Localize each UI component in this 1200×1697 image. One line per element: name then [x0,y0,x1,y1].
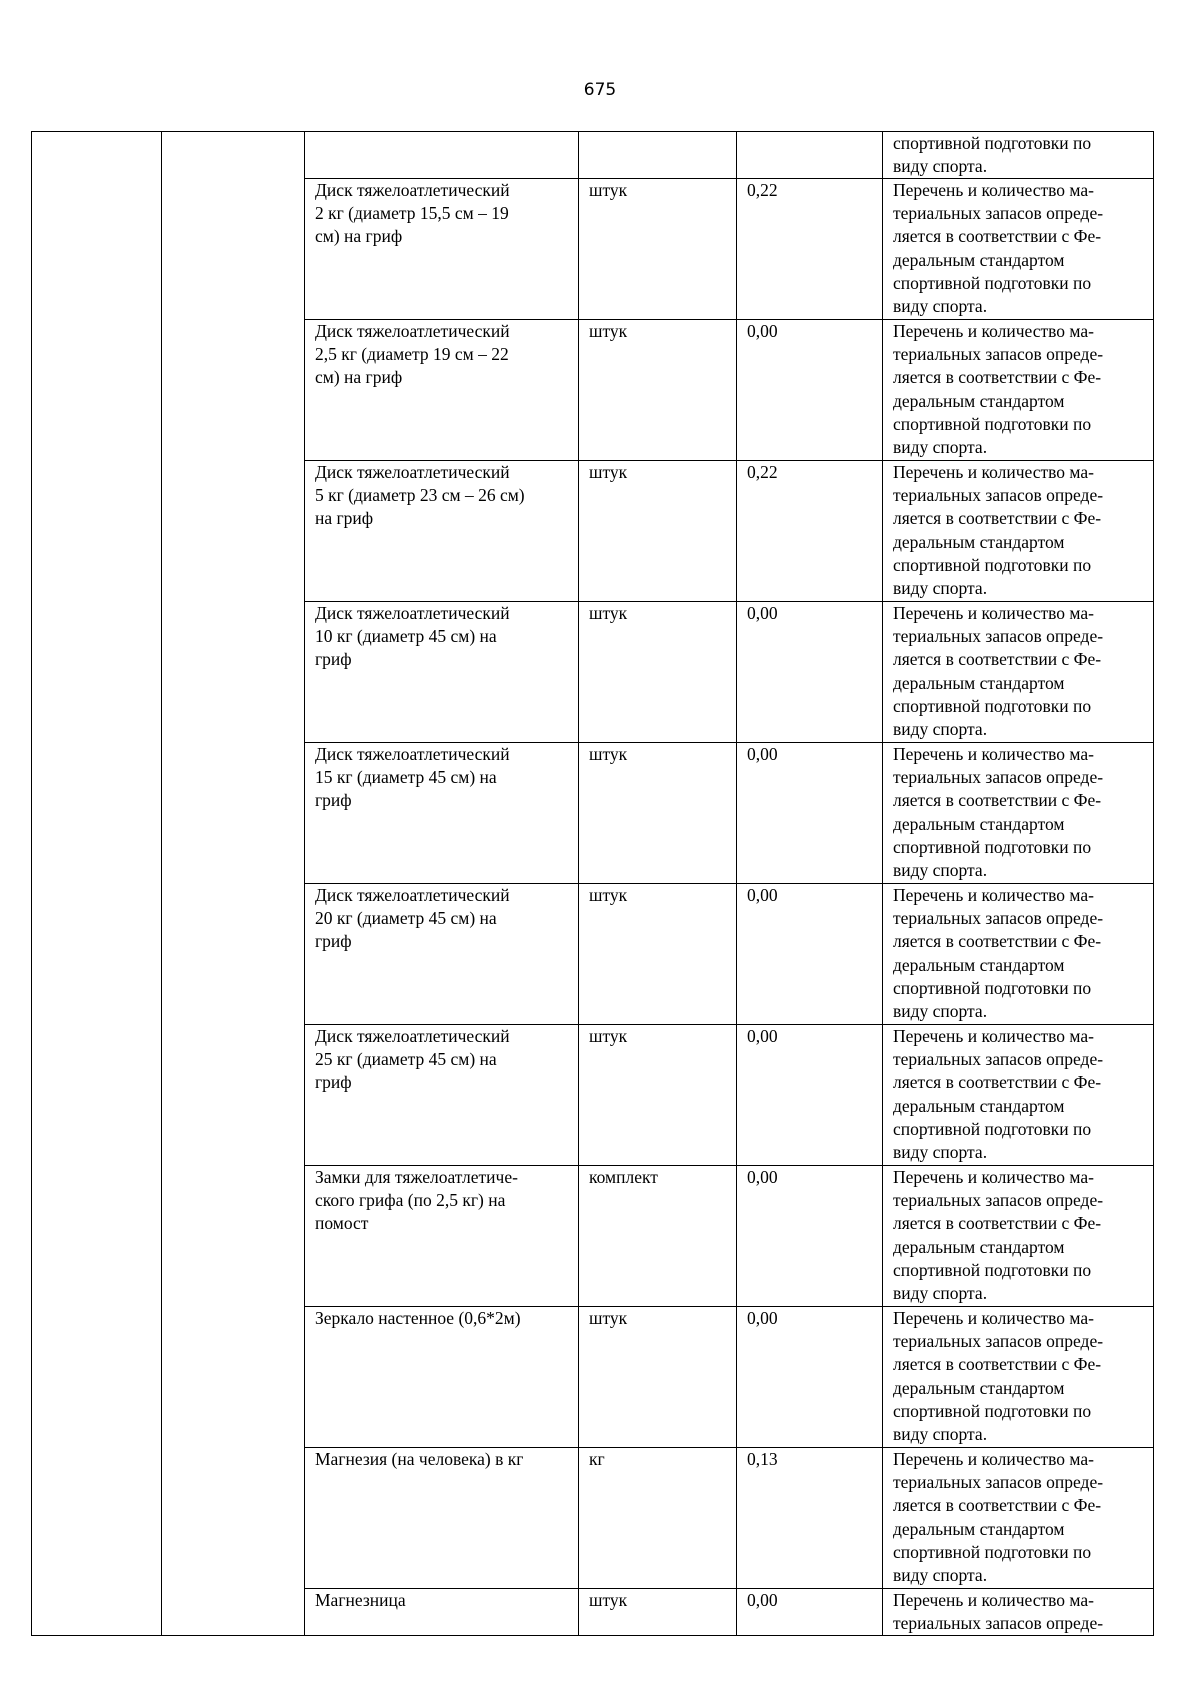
unit-cell: штук [579,743,737,884]
note-text: Перечень и количество ма- териальных запасов опреде- ляется в соответствии с Фе- деральным стандартом спортивной подготовки по виду спорта. [893,603,1104,740]
equipment-table [31,131,1154,1636]
note-text: Перечень и количество ма- териальных запасов опреде- ляется в соответствии с Фе- деральным стандартом спортивной подготовки по виду спорта. [893,1167,1104,1304]
unit-cell: штук [579,461,737,602]
merged-cell-col-1 [32,132,162,1636]
note-text: Перечень и количество ма- териальных запасов опреде- ляется в соответствии с Фе- деральным стандартом спортивной подготовки по виду спорта. [893,1026,1104,1163]
note-cell [883,320,1154,461]
unit-cell: штук [579,179,737,320]
item-name-cell: Диск тяжелоатлетический 2,5 кг (диаметр 19 см – 22 см) на гриф [305,320,579,461]
unit-cell: штук [579,1025,737,1166]
note-text: Перечень и количество ма- териальных запасов опреде- ляется в соответствии с Фе- деральным стандартом спортивной подготовки по виду спорта. [893,1449,1104,1586]
note-cell [883,602,1154,743]
item-name-cell: Замки для тяжелоатлетиче- ского грифа (по 2,5 кг) на помост [305,1166,579,1307]
quantity-cell: 0,22 [737,179,883,320]
note-cell [883,1307,1154,1448]
note-text: Перечень и количество ма- териальных запасов опреде- ляется в соответствии с Фе- деральным стандартом спортивной подготовки по виду спорта. [893,321,1104,458]
unit-cell: кг [579,1448,737,1589]
item-name-cell: Диск тяжелоатлетический 15 кг (диаметр 45 см) на гриф [305,743,579,884]
page-number: 675 [583,80,617,100]
note-text: Перечень и количество ма- териальных запасов опреде- ляется в соответствии с Фе- деральным стандартом спортивной подготовки по виду спорта. [893,1308,1104,1445]
note-text: Перечень и количество ма- териальных запасов опреде- ляется в соответствии с Фе- деральным стандартом спортивной подготовки по виду спорта. [893,885,1104,1022]
quantity-cell: 0,13 [737,1448,883,1589]
note-text: спортивной подготовки по виду спорта. [893,133,1092,177]
note-cell [883,132,1154,179]
note-text: Перечень и количество ма- териальных запасов опреде- [893,1590,1104,1634]
quantity-cell: 0,00 [737,1025,883,1166]
quantity-cell: 0,00 [737,884,883,1025]
empty-cell [737,132,883,179]
quantity-cell: 0,00 [737,320,883,461]
unit-cell: штук [579,1307,737,1448]
note-text: Перечень и количество ма- териальных запасов опреде- ляется в соответствии с Фе- деральным стандартом спортивной подготовки по виду спорта. [893,744,1104,881]
note-text: Перечень и количество ма- териальных запасов опреде- ляется в соответствии с Фе- деральным стандартом спортивной подготовки по виду спорта. [893,462,1104,599]
unit-cell: штук [579,320,737,461]
empty-cell [305,132,579,179]
item-name-cell: Диск тяжелоатлетический 2 кг (диаметр 15,5 см – 19 см) на гриф [305,179,579,320]
item-name-cell: Магнезница [305,1589,579,1636]
note-cell [883,179,1154,320]
quantity-cell: 0,00 [737,1307,883,1448]
empty-cell [579,132,737,179]
note-cell [883,1589,1154,1636]
quantity-cell: 0,22 [737,461,883,602]
unit-cell: штук [579,1589,737,1636]
unit-cell: штук [579,884,737,1025]
quantity-cell: 0,00 [737,1166,883,1307]
note-cell [883,1166,1154,1307]
item-name-cell: Магнезия (на человека) в кг [305,1448,579,1589]
quantity-cell: 0,00 [737,602,883,743]
merged-cell-col-2 [162,132,305,1636]
item-name-cell: Диск тяжелоатлетический 20 кг (диаметр 45 см) на гриф [305,884,579,1025]
unit-cell: штук [579,602,737,743]
item-name-cell: Диск тяжелоатлетический 25 кг (диаметр 45 см) на гриф [305,1025,579,1166]
table-row-continued [32,132,1154,179]
quantity-cell: 0,00 [737,1589,883,1636]
item-name-cell: Диск тяжелоатлетический 5 кг (диаметр 23 см – 26 см) на гриф [305,461,579,602]
note-cell [883,461,1154,602]
note-cell [883,884,1154,1025]
item-name-cell: Диск тяжелоатлетический 10 кг (диаметр 45 см) на гриф [305,602,579,743]
item-name-cell: Зеркало настенное (0,6*2м) [305,1307,579,1448]
quantity-cell: 0,00 [737,743,883,884]
note-text: Перечень и количество ма- териальных запасов опреде- ляется в соответствии с Фе- деральным стандартом спортивной подготовки по виду спорта. [893,180,1104,317]
unit-cell: комплект [579,1166,737,1307]
note-cell [883,743,1154,884]
note-cell [883,1025,1154,1166]
note-cell [883,1448,1154,1589]
